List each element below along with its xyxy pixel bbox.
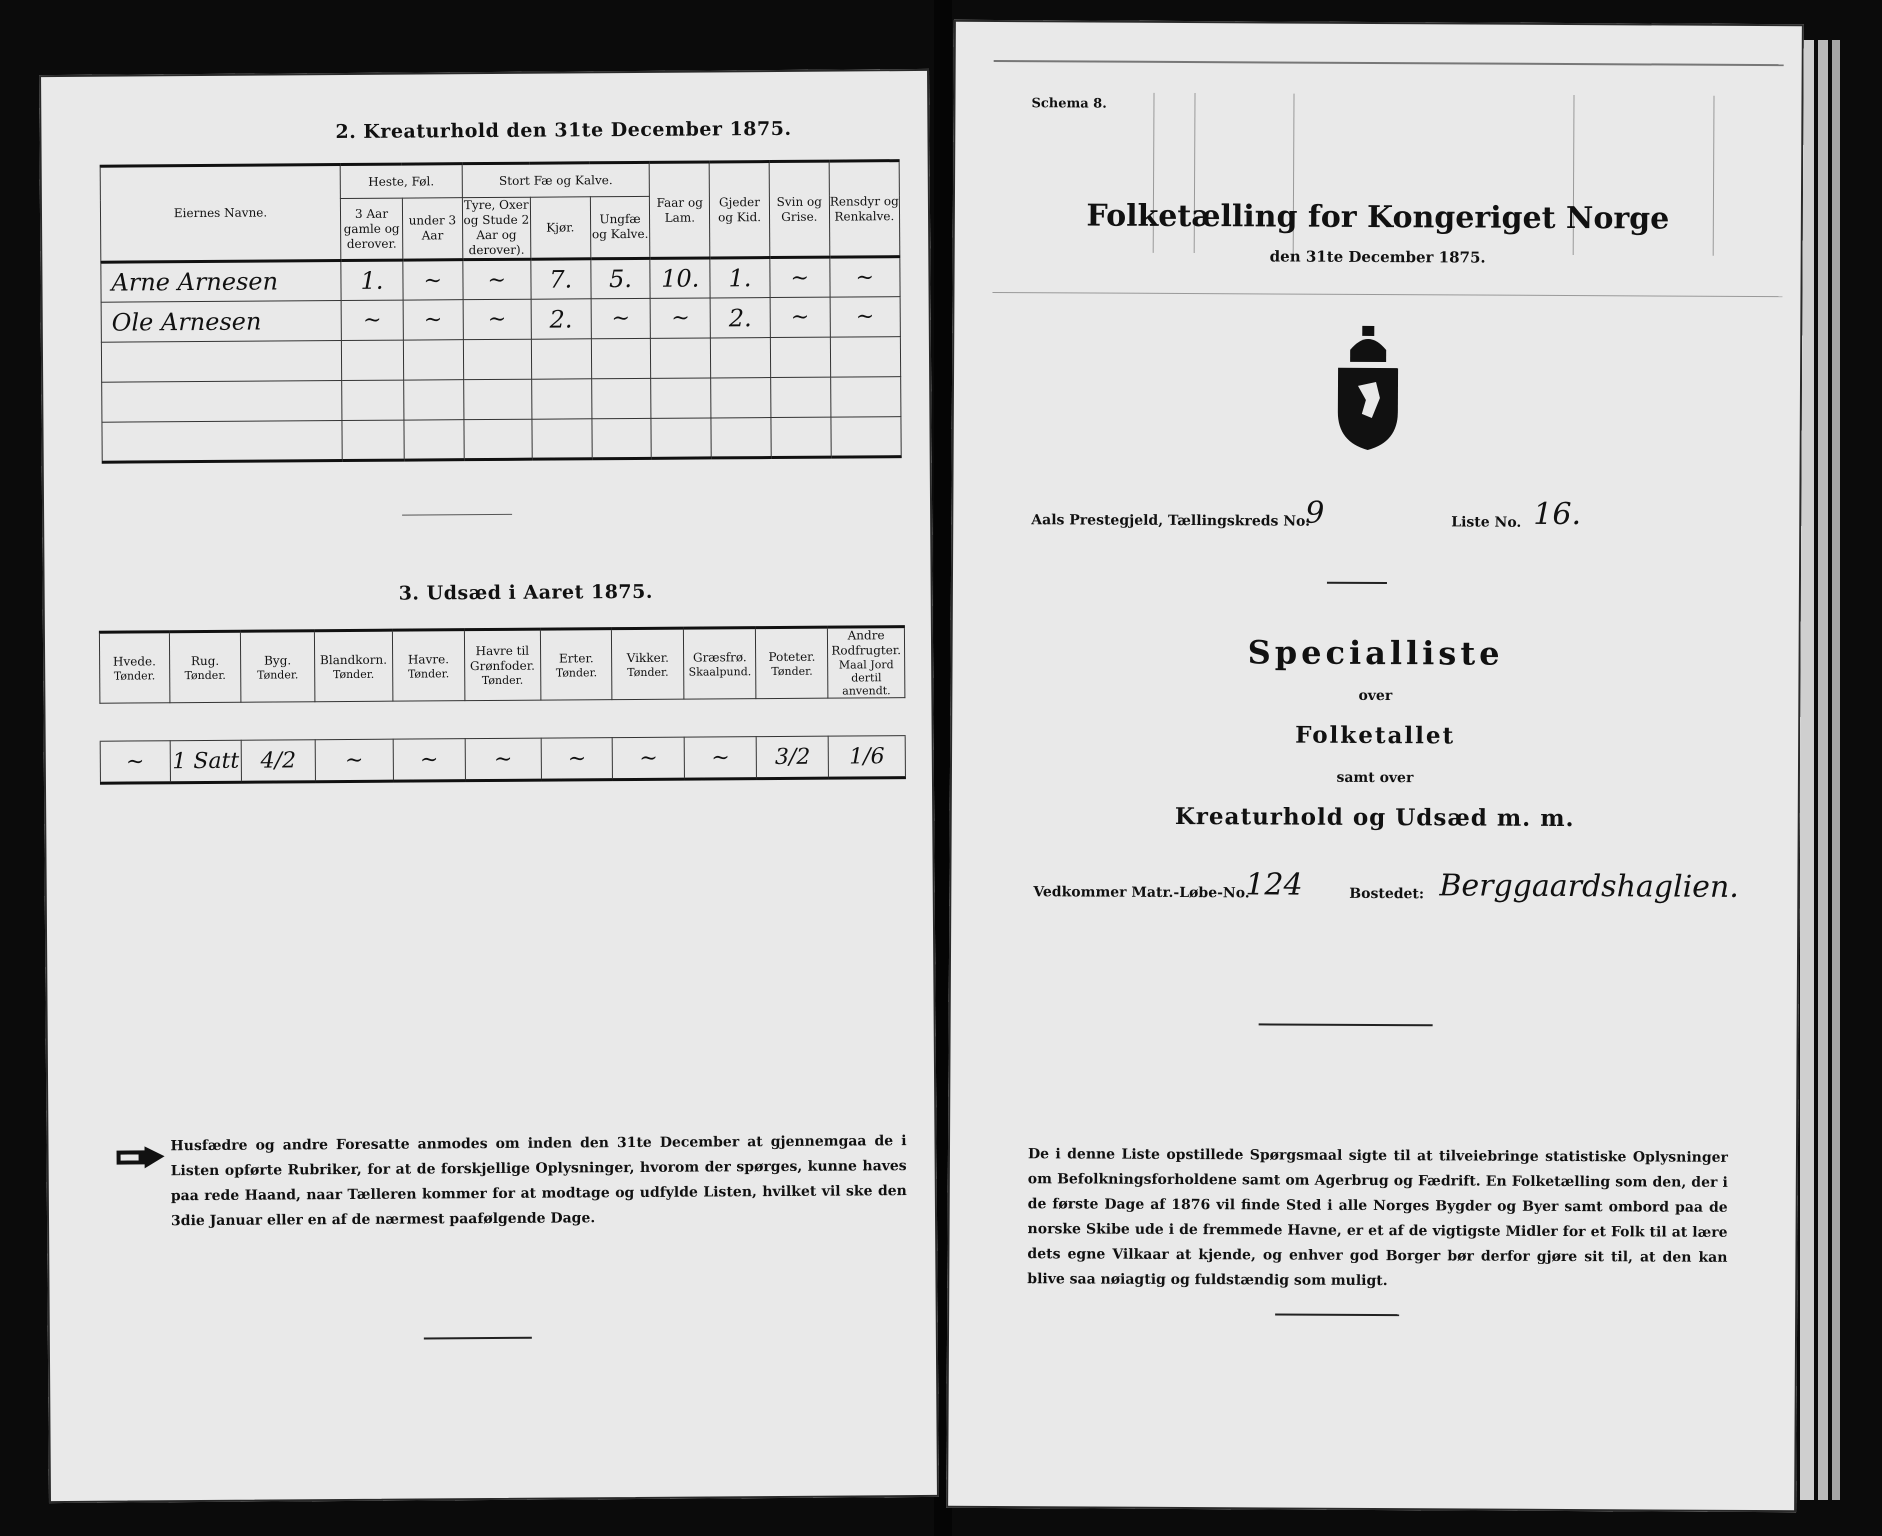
divider: [1259, 1023, 1433, 1026]
seed-col-unit: Tønder.: [627, 665, 669, 679]
seed-value-cell: 3/2: [757, 736, 829, 778]
cell: 5.: [590, 258, 650, 298]
seed-col-header: [683, 628, 756, 700]
section3-title: 3. Udsæd i Aaret 1875.: [398, 580, 654, 605]
right-page: [946, 20, 1804, 1512]
col-fae-header: Stort Fæ og Kalve.: [462, 162, 650, 197]
cell: ~: [403, 260, 463, 300]
divider: [402, 514, 512, 516]
cell: ~: [463, 299, 531, 339]
cell: 2.: [710, 298, 770, 338]
liste-number: 16.: [1533, 496, 1582, 533]
seed-col-label: Vikker.: [626, 650, 669, 665]
seed-col-label: Hvede.: [112, 653, 156, 669]
seed-col-label: Græsfrø.: [692, 649, 747, 665]
specialliste-heading: Specialliste: [1247, 633, 1504, 673]
table-row: [101, 257, 900, 303]
cell: ~: [770, 257, 830, 297]
kreaturhold-heading: Kreaturhold og Udsæd m. m.: [1174, 802, 1575, 833]
cell: ~: [463, 259, 531, 299]
matr-number: 124: [1245, 867, 1303, 903]
col-heste-header: Heste, Føl.: [340, 164, 462, 199]
seed-col-unit: Tønder.: [555, 665, 598, 680]
col-heste-a: 3 Aar gamle og derover.: [341, 198, 403, 260]
cell: ~: [830, 257, 901, 297]
page-edge: [1818, 40, 1828, 1500]
divider: [424, 1337, 532, 1340]
col-rensdyr-header: Rensdyr og Renkalve.: [829, 161, 900, 257]
seed-value-cell: ~: [315, 739, 394, 782]
seed-col-label: Havre til Grønfoder.: [469, 643, 535, 674]
cell: 7.: [531, 259, 591, 299]
seed-col-label: Rug.: [190, 653, 220, 668]
seed-col-header: [612, 628, 684, 699]
cell: 1.: [341, 260, 403, 300]
page-edge: [1832, 40, 1840, 1500]
cell: ~: [341, 300, 403, 340]
seed-value-cell: 1/6: [828, 736, 905, 779]
samt-over-text: samt over: [1336, 769, 1414, 787]
table-row: [101, 297, 900, 343]
divider: [1327, 582, 1387, 584]
form-subtitle: den 31te December 1875.: [1269, 247, 1486, 267]
seed-col-unit: Skaalpund.: [688, 664, 752, 679]
folketallet-heading: Folketallet: [1295, 721, 1456, 750]
seed-col-label: Havre.: [407, 651, 450, 667]
cell: 1.: [710, 258, 770, 298]
cell: ~: [770, 297, 830, 337]
seed-value-cell: 1 Satt: [170, 740, 242, 782]
purpose-paragraph: De i denne Liste opstillede Spørgsmaal sigte til at tilveiebringe statistiske Oplysninger om Befolkningsforholdene samt om Agerbrug og Fædrift. En Folketælling som den, der i de første Dage af 1876 vil finde Sted i alle Norges Bygder og Byer samt ombord paa de norske Skibe ude i de fremmede Havne, er et af de vigtigste Midler for et Folk til at lære dets egne Vilkaar at kjende, og enhver god Borger bør derfor gjøre sit til, at den kan blive saa nøiagtig og fuldstændig som muligt.: [1027, 1146, 1728, 1290]
seed-table: [99, 625, 906, 785]
seed-col-label: Poteter.: [768, 649, 816, 664]
col-gjeder-header: Gjeder og Kid.: [709, 162, 769, 258]
schema-label: Schema 8.: [1031, 96, 1107, 112]
seed-col-unit: Tønder.: [257, 667, 299, 682]
divider: [1275, 1313, 1399, 1316]
seed-col-unit: Tønder.: [407, 666, 450, 681]
seed-value-cell: ~: [465, 738, 542, 781]
seed-col-unit: Tønder.: [481, 673, 524, 688]
seed-col-label: Andre Rodfrugter.: [831, 628, 902, 658]
cell: ~: [591, 298, 651, 338]
matr-label: Vedkommer Matr.-Løbe-No.: [1033, 884, 1250, 902]
coat-of-arms-icon: [1328, 322, 1409, 456]
pointing-hand-icon: [114, 1144, 168, 1176]
seed-value-cell: ~: [393, 739, 465, 781]
col-owner-header: Eiernes Navne.: [100, 165, 341, 263]
owner-name: Arne Arnesen: [101, 261, 341, 303]
seed-col-header: [314, 630, 393, 702]
over-text: over: [1358, 687, 1393, 705]
seed-col-header: [756, 627, 828, 698]
seed-col-unit: Tønder.: [771, 664, 813, 678]
seed-value-cell: 4/2: [242, 740, 316, 783]
col-faar-header: Faar og Lam.: [650, 162, 710, 258]
seed-col-unit: Tønder.: [332, 667, 375, 681]
seed-col-unit: Tønder.: [113, 668, 156, 683]
seed-value-cell: ~: [100, 741, 170, 783]
seed-col-header: [241, 631, 315, 703]
seed-value-cell: ~: [613, 737, 685, 779]
cell: 10.: [650, 258, 710, 298]
seed-col-label: Byg.: [264, 652, 292, 668]
bostedet-label: Bostedet:: [1349, 885, 1425, 903]
seed-col-header: [169, 631, 241, 702]
section2-title: 2. Kreaturhold den 31te December 1875.: [335, 117, 792, 144]
seed-col-header: [464, 629, 541, 701]
seed-value-cell: ~: [541, 738, 613, 780]
cell: ~: [651, 298, 711, 338]
liste-label: Liste No.: [1451, 514, 1522, 531]
left-page: [39, 69, 939, 1503]
cell: ~: [830, 297, 901, 337]
seed-col-unit: Maal Jord dertil anvendt.: [838, 658, 894, 698]
col-fae-a: Tyre, Oxer og Stude 2 Aar og derover).: [462, 197, 531, 259]
col-heste-b: under 3 Aar: [402, 198, 462, 260]
seed-value-cell: ~: [684, 737, 757, 780]
col-fae-b: Kjør.: [530, 197, 590, 259]
owner-name: Ole Arnesen: [101, 301, 341, 343]
kreds-number: 9: [1305, 495, 1325, 531]
seed-col-label: Erter.: [558, 650, 594, 666]
seed-col-header: [540, 629, 612, 700]
col-fae-c: Ungfæ og Kalve.: [590, 196, 650, 258]
seed-col-header: [99, 632, 169, 703]
seed-col-header: [393, 630, 465, 701]
seed-col-header: [828, 627, 905, 699]
seed-col-unit: Tønder.: [184, 668, 226, 682]
cell: ~: [403, 300, 463, 340]
bostedet-value: Berggaardshaglien.: [1439, 868, 1739, 905]
livestock-table: [100, 159, 902, 464]
cell: 2.: [531, 299, 591, 339]
seed-col-label: Blandkorn.: [319, 652, 388, 667]
form-title: Folketælling for Kongeriget Norge: [1086, 198, 1670, 237]
col-svin-header: Svin og Grise.: [769, 161, 829, 257]
instructions-note: Husfædre og andre Foresatte anmodes om inden den 31te December at gjennemgaa de i Listen opførte Rubriker, for at de forskjellige Oplysninger, hvorom der spørges, kunne haves paa rede Haand, naar Tælleren kommer for at modtage og udfylde Listen, hvilket vil ske den 3die Januar eller en af de nærmest paafølgende Dage.: [170, 1133, 907, 1230]
prestegjeld-label: Aals Prestegjeld, Tællingskreds No.: [1031, 512, 1311, 530]
